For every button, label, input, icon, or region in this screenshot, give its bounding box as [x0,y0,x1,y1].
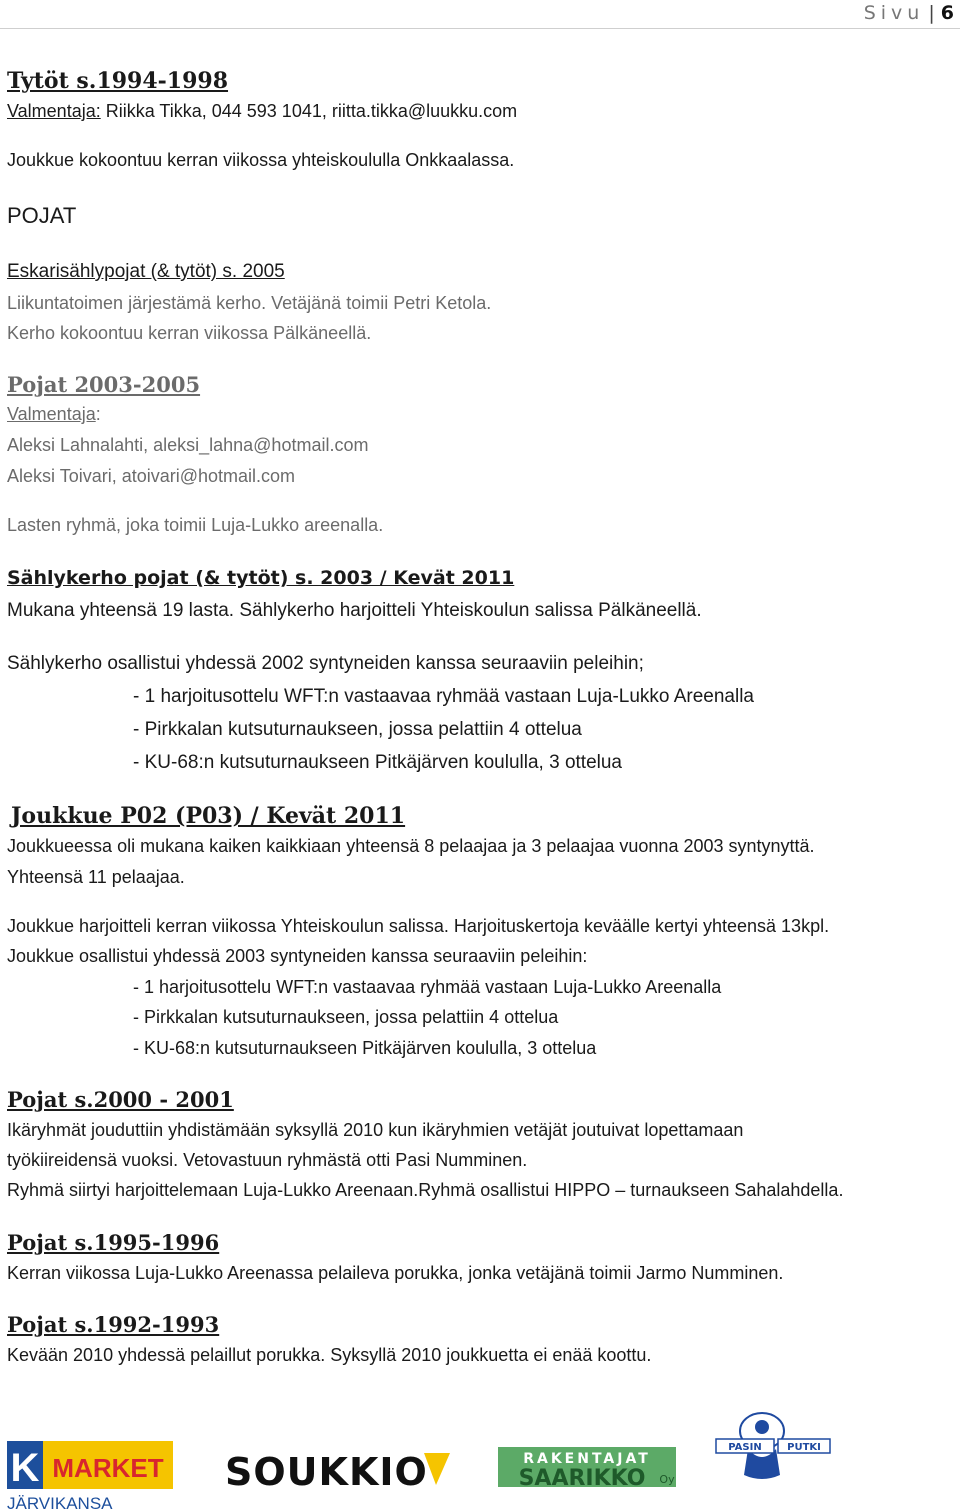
pojat0305-note: Lasten ryhmä, joka toimii Luja-Lukko areenalla. [7,515,384,535]
coach-text: Riikka Tikka, 044 593 1041, riitta.tikka@luukku.com [100,101,518,121]
sahlykerho-line2: Sählykerho osallistui yhdessä 2002 syntyneiden kanssa seuraaviin peleihin; [7,653,644,674]
pojat0305-coach1: Aleksi Lahnalahti, aleksi_lahna@hotmail.com [7,435,369,455]
pojat0001-line3: Ryhmä siirtyi harjoittelemaan Luja-Lukko Areenaan.Ryhmä osallistui HIPPO – turnaukseen Sahalahdella. [7,1180,844,1200]
section-title-pojat: POJAT [7,203,77,228]
pasin-text: PASIN [728,1442,762,1453]
p02-bullet: - KU-68:n kutsuturnaukseen Pitkäjärven koululla, 3 ottelua [133,1038,597,1058]
heading-tytot: Tytöt s.1994-1998 [7,68,229,94]
saarikko-top: RAKENTAJAT [523,1451,651,1467]
sponsor-logos [0,1405,960,1511]
pojat9293-line1: Kevään 2010 yhdessä pelaillut porukka. Syksyllä 2010 joukkuetta ei enää koottu. [7,1345,652,1365]
p02-line4: Joukkue osallistui yhdessä 2003 syntyneiden kanssa seuraaviin peleihin: [7,946,588,966]
saarikko-logo [498,1447,676,1491]
kmarket-place: JÄRVIKANSA [7,1494,113,1511]
pasin-putki-logo [716,1413,830,1479]
p02-bullet: - 1 harjoitusottelu WFT:n vastaavaa ryhmää vastaan Luja-Lukko Areenalla [133,977,722,997]
p02-bullet: - Pirkkalan kutsuturnaukseen, jossa pelattiin 4 ottelua [133,1007,559,1027]
sahlykerho-bullet: - 1 harjoitusottelu WFT:n vastaavaa ryhmää vastaan Luja-Lukko Areenalla [133,686,754,707]
kmarket-letter: K [10,1446,40,1490]
sahlykerho-bullet: - Pirkkalan kutsuturnaukseen, jossa pelattiin 4 ottelua [133,719,582,740]
heading-joukkue-p02: Joukkue P02 (P03) / Kevät 2011 [11,803,406,829]
pojat0305-coach2: Aleksi Toivari, atoivari@hotmail.com [7,466,296,486]
p02-line1: Joukkueessa oli mukana kaiken kaikkiaan yhteensä 8 pelaajaa ja 3 pelaajaa vuonna 2003 syntynyttä. [7,836,815,856]
coach-colon: : [95,404,101,424]
putki-text: PUTKI [787,1442,821,1453]
page-number-header [864,2,954,24]
pojat0001-line1: Ikäryhmät jouduttiin yhdistämään syksyllä 2010 kun ikäryhmien vetäjät joutuivat lopettamaan [7,1120,744,1140]
heading-pojat-1992-1993: Pojat s.1992-1993 [7,1312,220,1337]
kmarket-logo [7,1441,173,1511]
pojat0001-line2: työkiireidensä vuoksi. Vetovastuun ryhmästä otti Pasi Numminen. [7,1150,528,1170]
saarikko-suffix: Oy [659,1473,675,1486]
p02-line2: Yhteensä 11 pelaajaa. [7,867,185,887]
eskari-line2: Kerho kokoontuu kerran viikossa Pälkäneellä. [7,323,372,343]
soukkio-logo [225,1450,450,1494]
heading-pojat-2000-2001: Pojat s.2000 - 2001 [7,1087,234,1112]
pojat0305-coach-label [7,404,101,425]
heading-pojat-1995-1996: Pojat s.1995-1996 [7,1230,220,1255]
page-number: 6 [940,2,954,24]
p02-line3: Joukkue harjoitteli kerran viikossa Yhteiskoulun salissa. Harjoituskertoja keväälle kertyi yhteensä 13kpl. [7,916,830,936]
header-rule [0,28,960,29]
heading-sahlykerho: Sählykerho pojat (& tytöt) s. 2003 / Kevät 2011 [7,567,515,589]
coach-label: Valmentaja [7,404,96,424]
soukkio-word: SOUKKIO [225,1450,428,1494]
heading-pojat-2003-2005: Pojat 2003-2005 [7,372,201,397]
tytot-coach-line [7,101,517,122]
saarikko-word: SAARIKKO [518,1466,646,1491]
coach-label: Valmentaja: [7,101,101,121]
pojat9596-line1: Kerran viikossa Luja-Lukko Areenassa pelaileva porukka, jonka vetäjänä toimii Jarmo Numminen. [7,1263,784,1283]
sahlykerho-bullet: - KU-68:n kutsuturnaukseen Pitkäjärven koululla, 3 ottelua [133,752,622,773]
page-word: Sivu [863,2,925,24]
sahlykerho-line1: Mukana yhteensä 19 lasta. Sählykerho harjoitteli Yhteiskoulun salissa Pälkäneellä. [7,600,702,621]
tytot-note: Joukkue kokoontuu kerran viikossa yhteiskoululla Onkkaalassa. [7,150,515,170]
header-separator: | [928,2,935,24]
eskari-line1: Liikuntatoimen järjestämä kerho. Vetäjänä toimii Petri Ketola. [7,293,492,313]
heading-eskari: Eskarisählypojat (& tytöt) s. 2005 [7,261,285,282]
kmarket-word: MARKET [52,1453,164,1483]
